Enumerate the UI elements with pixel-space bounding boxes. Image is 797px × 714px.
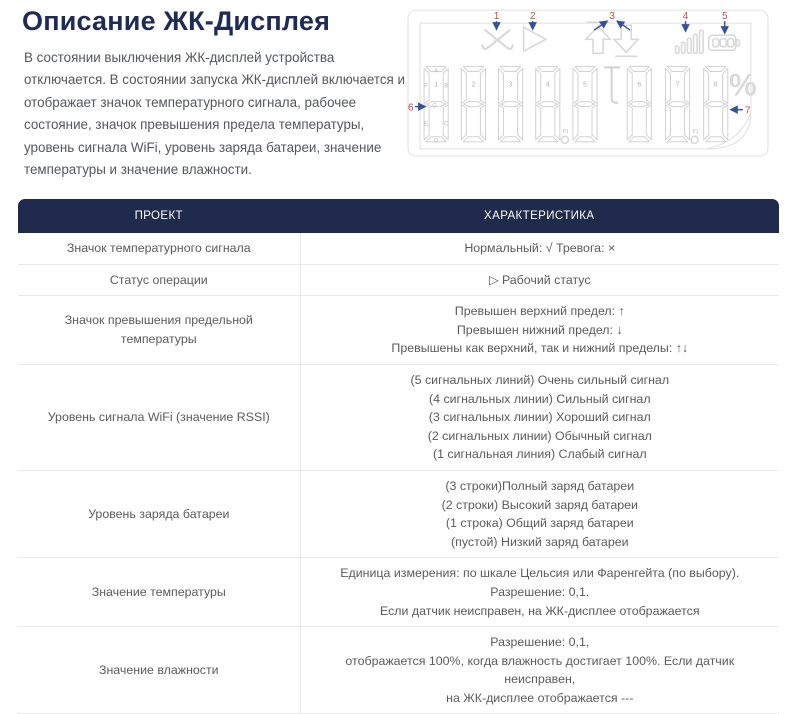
digit-label-2: 2: [471, 81, 476, 89]
digit-label-6: 6: [637, 81, 642, 89]
project-cell: Статус операции: [109, 272, 208, 287]
percent-icon: %: [729, 67, 757, 103]
segment-label-c: C: [444, 121, 449, 128]
characteristic-cell: (5 сигнальных линий) Очень сильный сигнал (4 сигнальных линии) Сильный сигнал (3 сигнальных линии) Хороший сигнал (2 сигнальных линии) Обычный сигнал (1 сигнальная линия) Слабый сигнал: [300, 365, 779, 470]
seven-segment-digits: [424, 66, 728, 141]
intro-line: температуры и значение влажности.: [24, 162, 252, 178]
callout-1: 1: [493, 11, 500, 23]
intro-line: состояние, значок превышения предела температуры,: [24, 117, 365, 133]
digit-label-3: 3: [508, 81, 513, 89]
characteristic-cell: (3 строки)Полный заряд батареи (2 строки) Высокий заряд батареи (1 строка) Общий заряд батареи (пустой) Низкий заряд батареи: [300, 471, 779, 557]
project-cell: Значок превышения предельной температуры: [64, 313, 253, 347]
characteristic-cell: Нормальный: √ Тревога: ×: [300, 233, 779, 264]
spec-table: [18, 199, 779, 714]
column-header-project: ПРОЕКТ: [134, 210, 183, 222]
characteristic-cell: ▷ Рабочий статус: [300, 265, 779, 296]
temperature-unit-icon: [604, 67, 620, 102]
point-label-2: P1: [692, 128, 699, 135]
project-cell: Значение температуры: [91, 584, 226, 599]
run-status-icon: [524, 27, 546, 51]
lower-limit-icon: [614, 25, 638, 56]
callout-3: 3: [609, 11, 615, 23]
intro-paragraph: [24, 47, 414, 181]
segment-label-g: G: [432, 103, 437, 110]
project-cell: Значок температурного сигнала: [66, 241, 251, 255]
table-row: [18, 471, 779, 558]
intro-line: В состоянии выключения ЖК-дисплей устройства: [24, 50, 335, 65]
callout-2: 2: [529, 11, 536, 23]
intro-line: уровень сигнала WiFi, уровень заряда батареи, значение: [24, 139, 382, 155]
table-row: [18, 233, 779, 265]
digit-label-5: 5: [583, 81, 587, 89]
digit-label-7: 7: [675, 81, 680, 89]
digit-label-1: 1: [434, 81, 439, 89]
callout-7: 7: [744, 105, 751, 117]
characteristic-cell: Превышен верхний предел: ↑ Превышен нижний предел: ↓ Превышены как верхний, так и нижний пределы: ↑↓: [300, 296, 779, 364]
segment-label-e: E: [424, 121, 429, 128]
table-row: [18, 265, 779, 297]
decimal-point-1: [561, 136, 568, 143]
characteristic-cell: Разрешение: 0,1, отображается 100%, когда влажность достигает 100%. Если датчик неисправен, на ЖК-дисплее отображается ---: [300, 627, 779, 713]
column-header-characteristic: ХАРАКТЕРИСТИКА: [484, 210, 595, 222]
table-row: [18, 558, 779, 627]
digit-label-4: 4: [545, 81, 550, 89]
table-row: [18, 627, 779, 714]
lcd-corner-fold: [707, 112, 751, 149]
lcd-diagram: [407, 8, 769, 158]
segment-label-d: D: [433, 138, 439, 145]
battery-icon: [709, 35, 740, 50]
intro-line: отображает значок температурного сигнала, рабочее: [24, 94, 357, 110]
table-body: [18, 233, 779, 714]
digit-label-8: 8: [713, 81, 718, 89]
page-title: Описание ЖК-Дисплея: [22, 6, 331, 36]
table-header-row: [18, 199, 779, 233]
table-row: [18, 365, 779, 471]
segment-label-f: F: [424, 83, 428, 90]
table-row: [18, 296, 779, 365]
callout-4: 4: [682, 11, 689, 23]
segment-label-a: A: [434, 68, 439, 75]
project-cell: Уровень сигнала WiFi (значение RSSI): [47, 410, 270, 425]
point-label-1: P1: [562, 128, 569, 135]
characteristic-cell: Единица измерения: по шкале Цельсия или Фаренгейта (по выбору). Разрешение: 0,1. Если датчик неисправен, на ЖК-дисплее отображается: [300, 558, 779, 626]
temperature-alarm-icon: [482, 30, 512, 49]
project-cell: Значение влажности: [98, 662, 219, 677]
project-cell: Уровень заряда батареи: [88, 506, 230, 521]
decimal-point-2: [691, 136, 698, 143]
callout-5: 5: [721, 11, 728, 23]
intro-line: отключается. В состоянии запуска ЖК-дисплей включается и: [24, 72, 406, 88]
segment-label-b: B: [444, 83, 449, 90]
callout-6: 6: [408, 102, 414, 114]
wifi-signal-icon: [675, 30, 703, 53]
